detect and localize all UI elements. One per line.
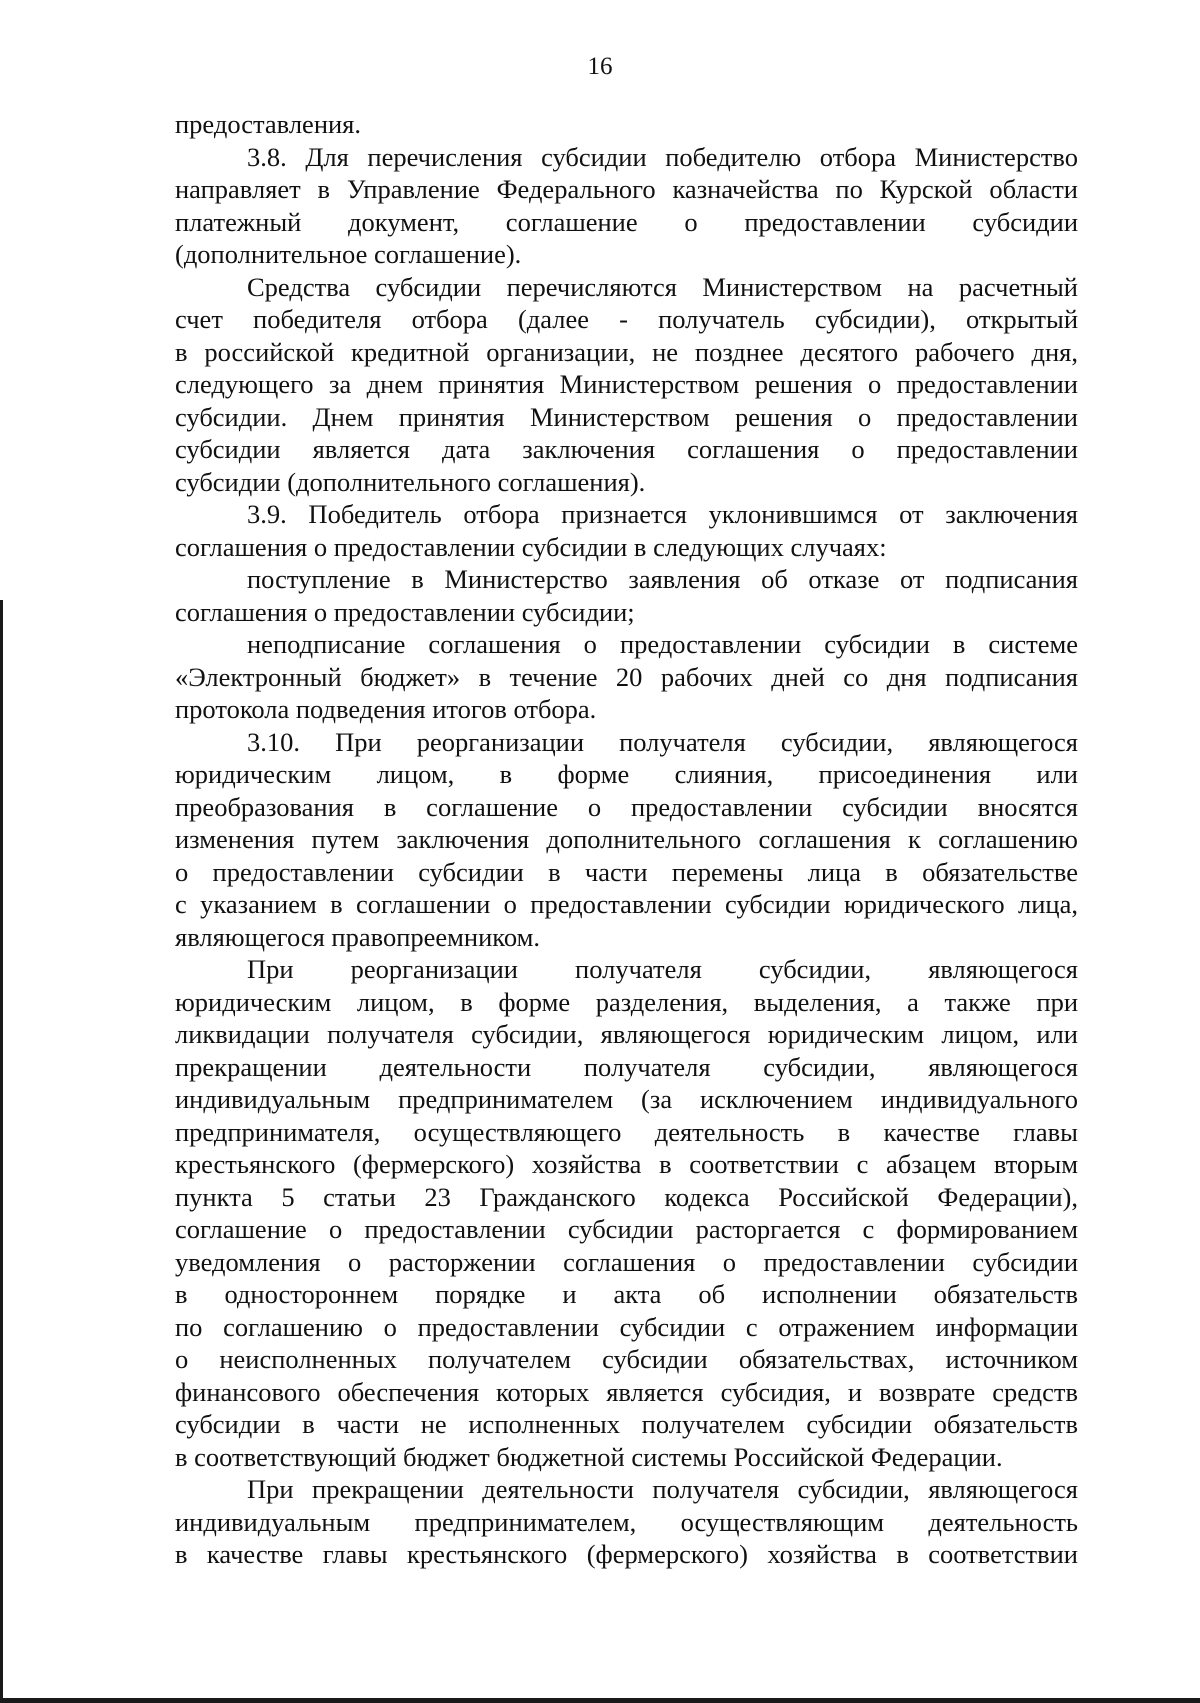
text-line: субсидии является дата заключения соглашения о предоставлении (175, 434, 1078, 464)
text-line: изменения путем заключения дополнительного соглашения к соглашению (175, 824, 1078, 854)
text-line: прекращении деятельности получателя субсидии, являющегося (175, 1051, 1078, 1082)
text-line: «Электронный бюджет» в течение 20 рабочих дней со дня подписания (175, 661, 1078, 692)
text-line: о предоставлении субсидии в части перемены лица в обязательстве (175, 856, 1078, 887)
text-line: крестьянского (фермерского) хозяйства в соответствии с абзацем вторым (175, 1149, 1078, 1179)
text-line: по соглашению о предоставлении субсидии с отражением информации (175, 1311, 1078, 1342)
text-line: ликвидации получателя субсидии, являющегося юридическим лицом, или (175, 1019, 1078, 1049)
scan-left-edge (0, 600, 3, 1703)
text-line: в одностороннем порядке и акта об исполнении обязательств (175, 1279, 1078, 1309)
text-line: субсидии. Днем принятия Министерством решения о предоставлении (175, 401, 1078, 432)
text-line: индивидуальным предпринимателем (за исключением индивидуального (175, 1084, 1078, 1114)
page-number: 16 (587, 53, 613, 80)
text-line: с указанием в соглашении о предоставлении субсидии юридического лица, (175, 889, 1078, 919)
text-line: платежный документ, соглашение о предоставлении субсидии (175, 206, 1078, 237)
text-line: поступление в Министерство заявления об отказе от подписания (247, 564, 1078, 594)
text-line: направляет в Управление Федерального казначейства по Курской области (175, 174, 1078, 204)
text-line: протокола подведения итогов отбора. (175, 694, 597, 724)
text-line: финансового обеспечения которых является субсидия, и возврате средств (175, 1376, 1078, 1407)
text-line: субсидии в части не исполненных получателем субсидии обязательств (175, 1409, 1078, 1439)
text-line: о неисполненных получателем субсидии обязательствах, источником (175, 1344, 1078, 1374)
text-line: При реорганизации получателя субсидии, являющегося (247, 954, 1078, 984)
text-line: уведомления о расторжении соглашения о предоставлении субсидии (175, 1246, 1078, 1277)
text-line: в российской кредитной организации, не позднее десятого рабочего дня, (175, 336, 1078, 367)
text-line: При прекращении деятельности получателя субсидии, являющегося (247, 1474, 1078, 1504)
text-line: индивидуальным предпринимателем, осуществляющим деятельность (175, 1506, 1078, 1537)
text-line: неподписание соглашения о предоставлении субсидии в системе (247, 629, 1078, 659)
text-line: следующего за днем принятия Министерством решения о предоставлении (175, 369, 1078, 399)
text-line: соглашения о предоставлении субсидии; (175, 596, 635, 627)
text-line: предоставления. (175, 109, 361, 139)
text-line: юридическим лицом, в форме слияния, присоединения или (175, 759, 1078, 789)
text-line: соглашения о предоставлении субсидии в следующих случаях: (175, 531, 887, 562)
text-line: являющегося правопреемником. (175, 921, 540, 952)
text-line: субсидии (дополнительного соглашения). (175, 466, 646, 497)
text-line: 3.9. Победитель отбора признается уклонившимся от заключения (247, 499, 1078, 529)
text-line: преобразования в соглашение о предоставлении субсидии вносятся (175, 791, 1078, 822)
text-line: предпринимателя, осуществляющего деятельность в качестве главы (175, 1116, 1078, 1147)
text-line: Средства субсидии перечисляются Министерством на расчетный (247, 271, 1078, 302)
text-line: 3.10. При реорганизации получателя субсидии, являющегося (247, 726, 1078, 757)
text-line: соглашение о предоставлении субсидии расторгается с формированием (175, 1214, 1078, 1244)
text-line: 3.8. Для перечисления субсидии победителю отбора Министерство (247, 141, 1078, 172)
text-line: в качестве главы крестьянского (фермерского) хозяйства в соответствии (175, 1539, 1078, 1569)
body-text (175, 108, 1078, 1571)
text-line: юридическим лицом, в форме разделения, выделения, а также при (175, 986, 1078, 1017)
text-line: счет победителя отбора (далее - получатель субсидии), открытый (175, 304, 1078, 334)
text-line: (дополнительное соглашение). (175, 239, 522, 269)
text-line: пункта 5 статьи 23 Гражданского кодекса Российской Федерации), (175, 1181, 1078, 1212)
scan-bottom-edge (0, 1698, 1200, 1703)
text-line: в соответствующий бюджет бюджетной системы Российской Федерации. (175, 1441, 1003, 1472)
